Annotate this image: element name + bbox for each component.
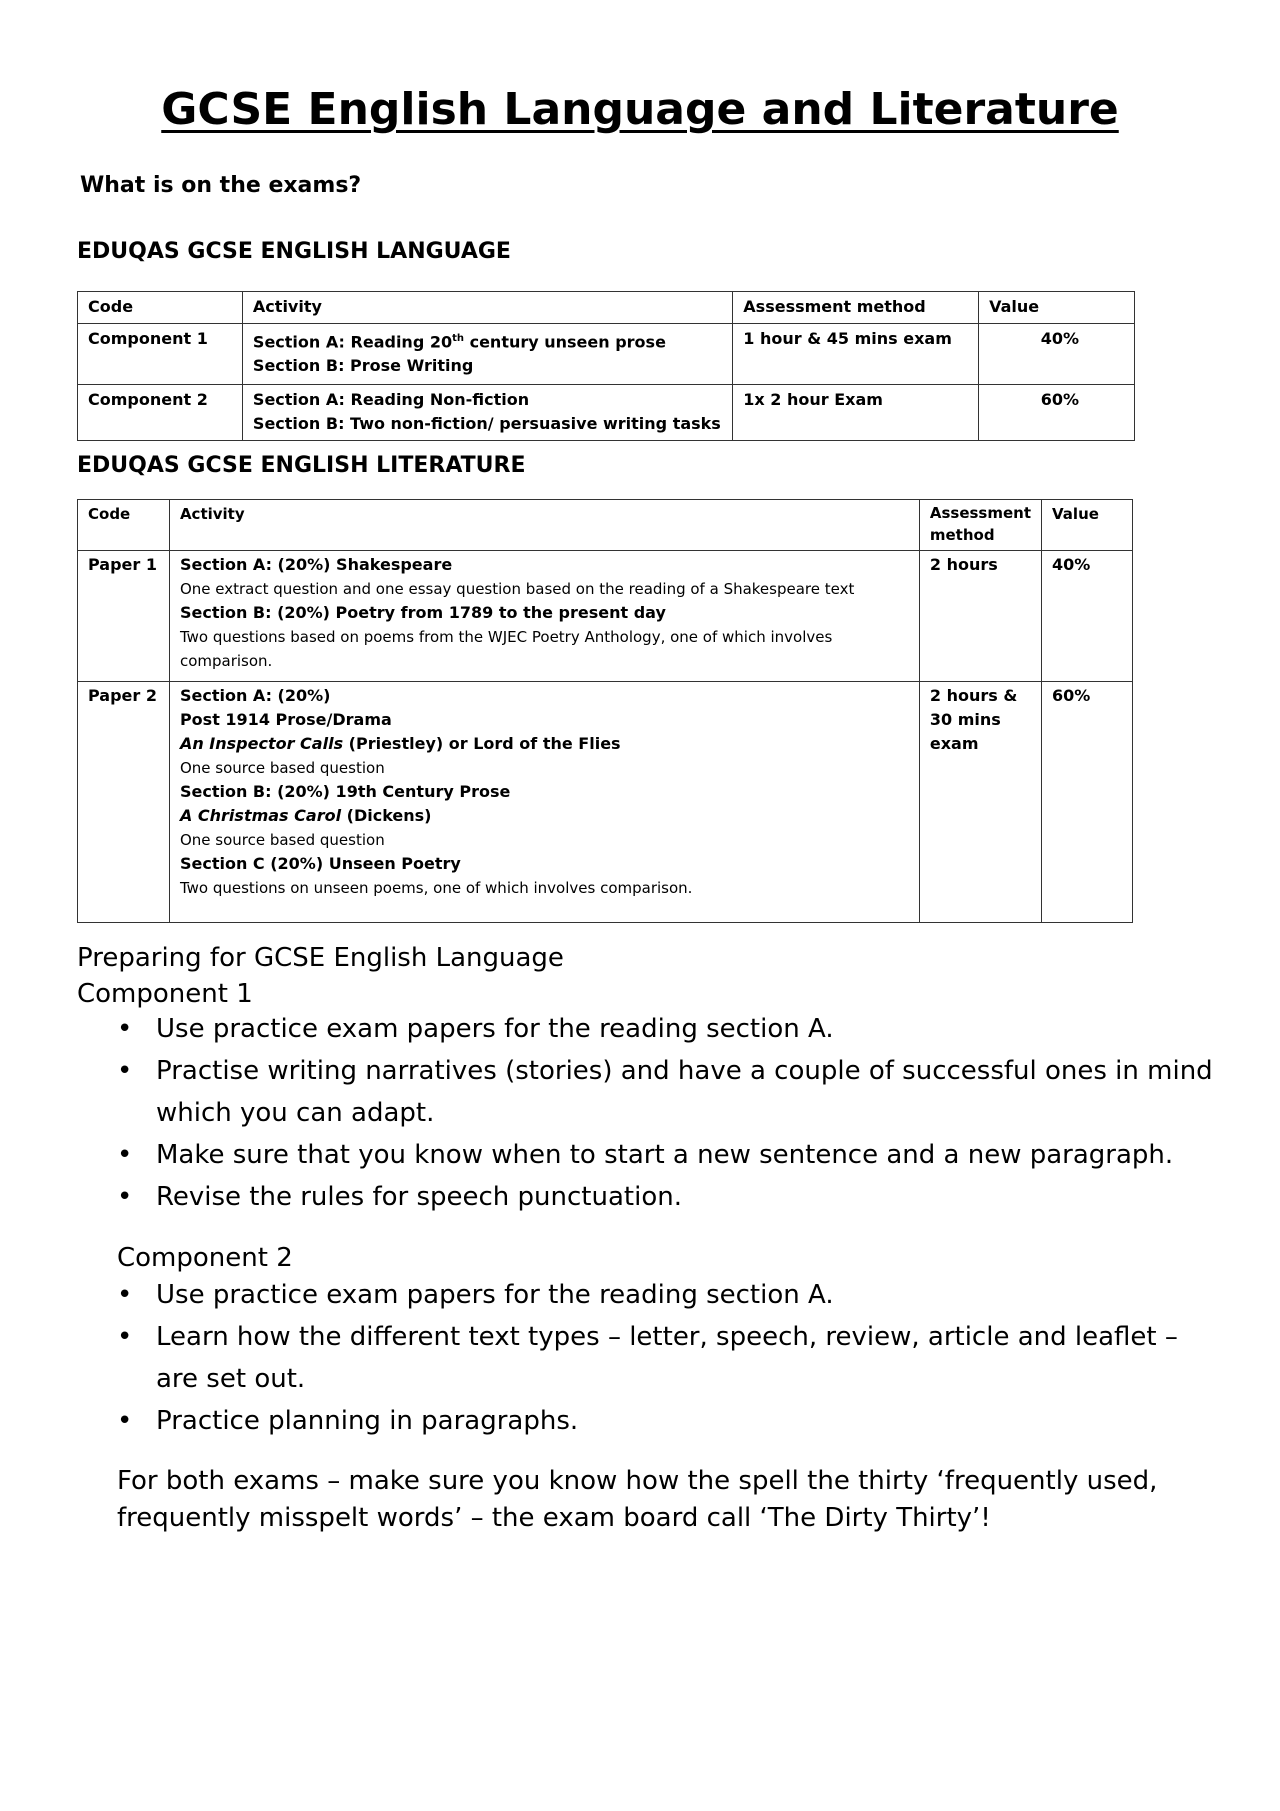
list-item: • Practise writing narratives (stories) and have a couple of successful ones in mind which you can adapt. [77, 1050, 1227, 1134]
row-code: Paper 2 [78, 682, 170, 923]
row-method: 1x 2 hour Exam [733, 385, 979, 441]
activity-line: One source based question [179, 831, 385, 849]
activity-line: Section B: Prose Writing [252, 356, 474, 376]
closing-note: For both exams – make sure you know how the spell the thirty ‘frequently used, frequently misspelt words’ – the exam board call ‘The Dirty Thirty’! [117, 1466, 1158, 1533]
row-value: 60% [979, 385, 1135, 441]
activity-line: Section B: (20%) 19th Century Prose [179, 782, 511, 801]
row-value: 40% [979, 324, 1135, 385]
activity-line: Section A: (20%) Shakespeare [179, 555, 453, 574]
header-value: Value [979, 292, 1135, 324]
activity-line: One extract question and one essay question based on the reading of a Shakespeare text [179, 580, 855, 598]
header-method: Assessment method [733, 292, 979, 324]
list-item: • Make sure that you know when to start a new sentence and a new paragraph. [77, 1134, 1227, 1176]
subtitle: What is on the exams? [80, 173, 362, 198]
table-row [78, 682, 1133, 923]
literature-table [77, 499, 1133, 923]
component2-label: Component 2 [117, 1243, 293, 1273]
activity-line: One source based question [179, 759, 385, 777]
component2-list [77, 1274, 1187, 1442]
row-code: Component 1 [78, 324, 243, 385]
header-code: Code [78, 292, 243, 324]
activity-line: Section C (20%) Unseen Poetry [179, 854, 461, 873]
header-activity: Activity [169, 500, 919, 551]
row-value: 60% [1042, 682, 1133, 923]
list-item: • Use practice exam papers for the reading section A. [77, 1008, 1227, 1050]
page-title: GCSE English Language and Literature [161, 84, 1119, 135]
table-row [78, 551, 1133, 682]
row-activity [169, 551, 919, 682]
table-row [78, 324, 1135, 385]
row-method: 1 hour & 45 mins exam [733, 324, 979, 385]
header-method: Assessment method [919, 500, 1041, 551]
list-item: • Learn how the different text types – letter, speech, review, article and leaflet –are set out. [77, 1316, 1187, 1400]
activity-line: Section A: Reading Non-fiction [252, 390, 530, 409]
activity-line: Post 1914 Prose/Drama [179, 710, 392, 729]
table-header-row [78, 500, 1133, 551]
row-activity [169, 682, 919, 923]
activity-line: Section B: (20%) Poetry from 1789 to the present day [179, 603, 666, 622]
component1-list [77, 1008, 1227, 1218]
list-item: • Practice planning in paragraphs. [77, 1400, 1187, 1442]
row-code: Component 2 [78, 385, 243, 441]
row-value: 40% [1042, 551, 1133, 682]
row-code: Paper 1 [78, 551, 170, 682]
activity-line: Section A: (20%) [179, 686, 331, 705]
table-row [78, 385, 1135, 441]
activity-line: Section A: Reading 20th century unseen prose [252, 332, 666, 352]
header-value: Value [1042, 500, 1133, 551]
activity-line: An Inspector Calls (Priestley) or Lord of the Flies [179, 734, 621, 753]
preparing-heading: Preparing for GCSE English Language [77, 943, 564, 973]
activity-line: A Christmas Carol (Dickens) [179, 806, 432, 825]
language-table [77, 291, 1135, 441]
language-heading: EDUQAS GCSE ENGLISH LANGUAGE [77, 239, 511, 264]
list-item: • Use practice exam papers for the reading section A. [77, 1274, 1187, 1316]
component1-label: Component 1 [77, 979, 253, 1009]
list-item: • Revise the rules for speech punctuation. [77, 1176, 1227, 1218]
row-activity [242, 385, 732, 441]
row-activity [242, 324, 732, 385]
row-method: 2 hours [919, 551, 1041, 682]
header-code: Code [78, 500, 170, 551]
literature-heading: EDUQAS GCSE ENGLISH LITERATURE [77, 453, 526, 478]
header-activity: Activity [242, 292, 732, 324]
table-header-row [78, 292, 1135, 324]
activity-line: Two questions on unseen poems, one of which involves comparison. [179, 879, 693, 897]
activity-line: Two questions based on poems from the WJEC Poetry Anthology, one of which involves comparison. [179, 628, 833, 670]
row-method: 2 hours & 30 mins exam [919, 682, 1041, 923]
activity-line: Section B: Two non-fiction/ persuasive writing tasks [252, 414, 721, 433]
